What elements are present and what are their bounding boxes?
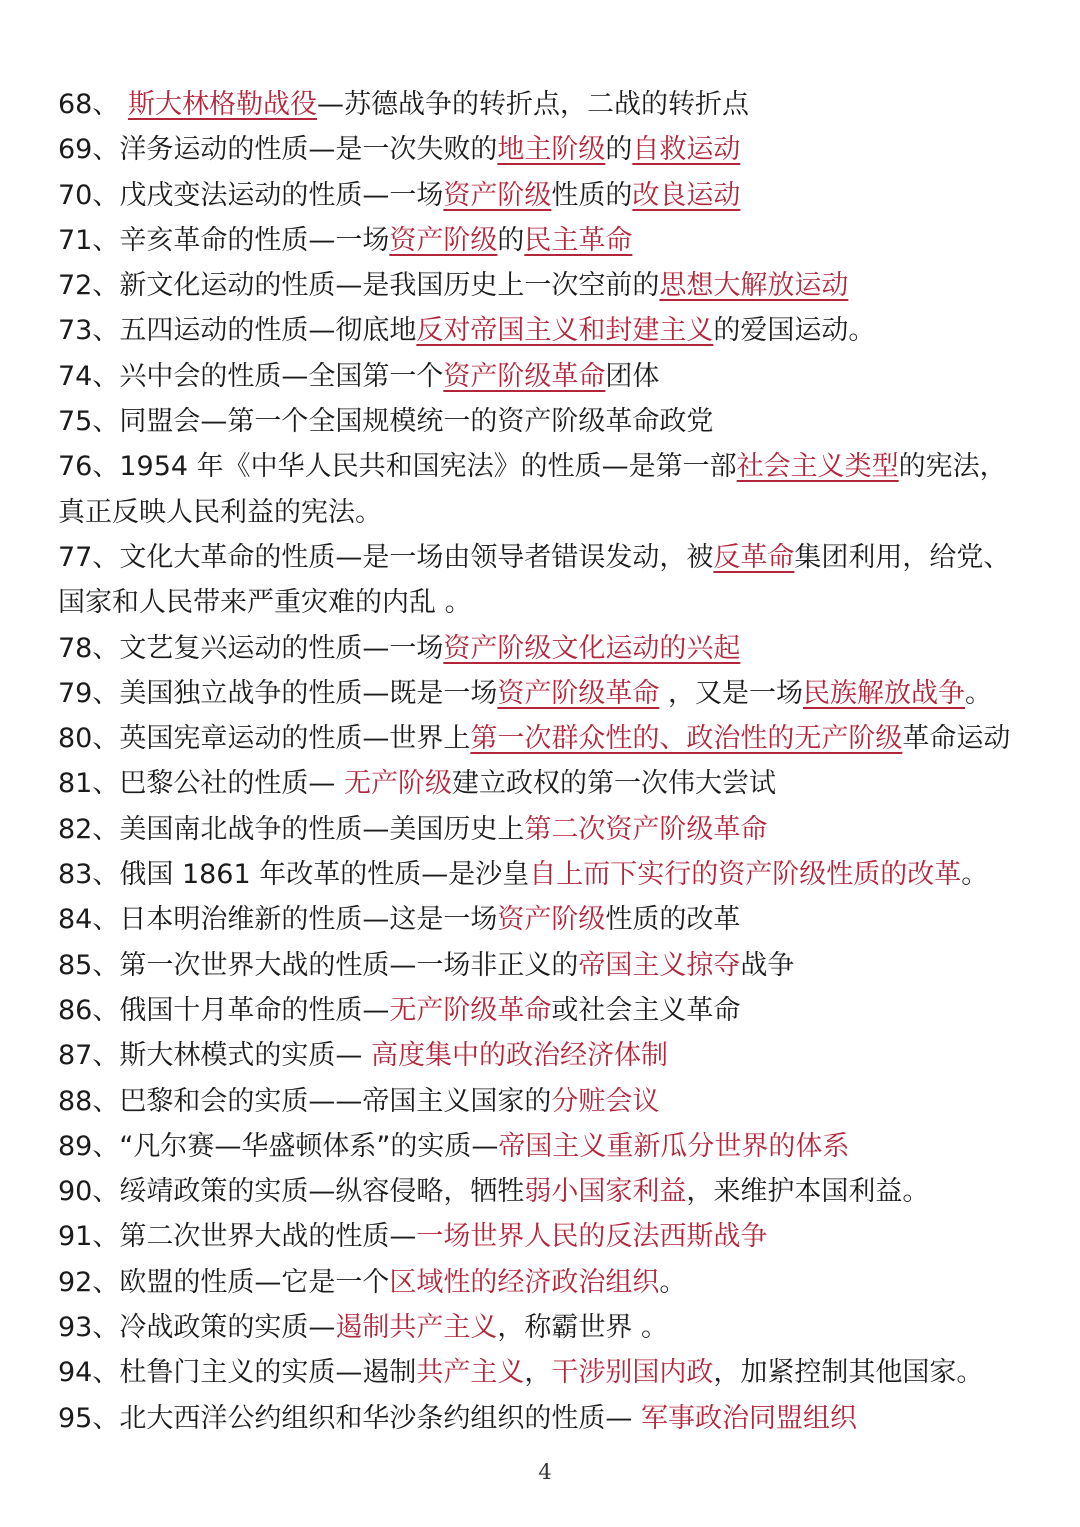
list-item [58, 626, 1010, 671]
item-text: 日本明治维新的性质—这是一场 [119, 904, 498, 936]
item-number: 84、 [58, 904, 120, 936]
item-text: 洋务运动的性质—是一次失败的 [119, 134, 498, 166]
list-item [58, 82, 1010, 127]
item-number: 73、 [58, 315, 120, 347]
item-text: 团体 [605, 360, 660, 392]
highlighted-term: 共产主义 [416, 1357, 525, 1389]
list-item [58, 444, 1010, 535]
item-text: 的爱国运动。 [713, 315, 876, 347]
highlighted-term: 资产阶级革命 [497, 677, 660, 709]
list-item [58, 399, 1010, 444]
item-text: 性质的 [551, 179, 633, 211]
highlighted-term: 斯大林格勒战役 [127, 89, 317, 120]
highlighted-term: 无产阶级 [343, 768, 452, 800]
highlighted-term: 高度集中的政治经济体制 [370, 1040, 668, 1072]
item-list [58, 82, 1010, 1441]
item-text: 。 [961, 859, 989, 891]
highlighted-term: 军事政治同盟组织 [640, 1402, 857, 1434]
item-number: 86、 [58, 994, 120, 1026]
list-item [58, 173, 1010, 218]
item-text: —苏德战争的转折点，二战的转折点 [316, 89, 749, 120]
item-number: 85、 [58, 949, 120, 981]
item-number: 72、 [58, 270, 120, 302]
item-number: 90、 [58, 1176, 120, 1208]
highlighted-term: 第二次资产阶级革命 [524, 813, 768, 845]
highlighted-term: 思想大解放运动 [659, 270, 849, 302]
list-item [58, 716, 1010, 761]
highlighted-term: 地主阶级 [497, 134, 606, 166]
page-number: 4 [538, 1460, 552, 1484]
list-item [58, 671, 1010, 716]
highlighted-term: 资产阶级 [443, 179, 552, 211]
highlighted-term: 社会主义类型 [736, 451, 899, 483]
list-item [58, 1033, 1010, 1078]
highlighted-term: 反革命 [713, 541, 795, 573]
highlighted-term: 资产阶级 [389, 224, 498, 256]
item-text: 戊戌变法运动的性质—一场 [119, 179, 444, 211]
list-item [58, 1396, 1010, 1441]
highlighted-term: 分赃会议 [551, 1085, 660, 1117]
item-number: 76、 [58, 451, 120, 483]
item-text: 。 [659, 1266, 687, 1298]
item-text: 巴黎和会的实质——帝国主义国家的 [119, 1085, 552, 1117]
item-text: 文艺复兴运动的性质—一场 [119, 632, 444, 664]
item-number: 74、 [58, 360, 120, 392]
item-number: 81、 [58, 768, 120, 800]
item-number: 94、 [58, 1357, 120, 1389]
item-number: 83、 [58, 859, 120, 891]
item-text: 美国南北战争的性质—美国历史上 [119, 813, 525, 845]
item-text: 的 [497, 224, 525, 256]
item-text: 俄国 1861 年改革的性质—是沙皇 [119, 859, 530, 891]
item-number: 79、 [58, 677, 120, 709]
item-number: 91、 [58, 1221, 120, 1253]
item-number: 71、 [58, 224, 120, 256]
item-text: 建立政权的第一次伟大尝试 [451, 768, 776, 800]
item-text: 绥靖政策的实质—纵容侵略，牺牲 [119, 1176, 525, 1208]
item-text: 同盟会—第一个全国规模统一的资产阶级革命政党 [119, 406, 714, 438]
list-item [58, 263, 1010, 308]
item-text: 性质的改革 [605, 904, 741, 936]
item-text: 五四运动的性质—彻底地 [119, 315, 417, 347]
item-text: 的 [605, 134, 633, 166]
item-text: 北大西洋公约组织和华沙条约组织的性质— [119, 1402, 641, 1434]
highlighted-term: 资产阶级革命 [443, 360, 606, 392]
list-item [58, 988, 1010, 1033]
item-text: 美国独立战争的性质—既是一场 [119, 677, 498, 709]
highlighted-term: 区域性的经济政治组织 [389, 1266, 660, 1298]
item-number: 88、 [58, 1085, 120, 1117]
item-number: 95、 [58, 1402, 120, 1434]
item-text: 斯大林模式的实质— [119, 1040, 371, 1072]
list-item [58, 897, 1010, 942]
highlighted-term: 自救运动 [632, 134, 741, 166]
item-number: 68、 [58, 89, 120, 120]
item-text: 文化大革命的性质—是一场由领导者错误发动，被 [119, 541, 714, 573]
item-text: 第一次世界大战的性质—一场非正义的 [119, 949, 579, 981]
item-text: “凡尔赛—华盛顿体系”的实质— [119, 1130, 499, 1162]
list-item [58, 1350, 1010, 1395]
highlighted-term: 第一次群众性的、政治性的无产阶级 [470, 723, 903, 755]
item-text: 的宪法， 真正反映人民利益的宪法。 [58, 451, 1007, 528]
item-text: 集团利用，给党、 国家和人民带来严重灾难的内乱 。 [58, 541, 1011, 619]
list-item [58, 761, 1010, 806]
item-text: 杜鲁门主义的实质—遏制 [119, 1357, 417, 1389]
item-text: ，又是一场 [659, 677, 803, 709]
list-item [58, 1260, 1010, 1305]
item-text: 。 [964, 677, 992, 709]
list-item [58, 535, 1010, 626]
item-number: 89、 [58, 1130, 120, 1162]
highlighted-term: 弱小国家利益 [524, 1176, 687, 1208]
item-text: 辛亥革命的性质—一场 [119, 224, 390, 256]
list-item [58, 1124, 1010, 1169]
highlighted-term: 反对帝国主义和封建主义 [416, 315, 714, 347]
list-item [58, 218, 1010, 263]
highlighted-term: 改良运动 [632, 179, 741, 211]
highlighted-term: 帝国主义掠夺 [578, 949, 741, 981]
item-text: 欧盟的性质—它是一个 [119, 1266, 390, 1298]
highlighted-term: 无产阶级革命 [389, 994, 552, 1026]
highlighted-term: 干涉别国内政 [551, 1357, 714, 1389]
item-text: 革命运动 [902, 723, 1011, 755]
item-text: 1954 年《中华人民共和国宪法》的性质—是第一部 [119, 451, 737, 483]
highlighted-term: 一场世界人民的反法西斯战争 [416, 1221, 768, 1253]
item-text: 第二次世界大战的性质— [119, 1221, 417, 1253]
item-text: 巴黎公社的性质— [119, 768, 344, 800]
highlighted-term: 自上而下实行的资产阶级性质的改革 [529, 859, 962, 891]
highlighted-term: 民主革命 [524, 224, 633, 256]
highlighted-term: 遏制共产主义 [335, 1312, 498, 1344]
list-item [58, 308, 1010, 353]
item-text: ， [524, 1357, 552, 1389]
list-item [58, 1305, 1010, 1350]
item-text: 或社会主义革命 [551, 994, 741, 1026]
item-number: 87、 [58, 1040, 120, 1072]
item-text: 俄国十月革命的性质— [119, 994, 390, 1026]
list-item [58, 127, 1010, 172]
list-item [58, 1214, 1010, 1259]
item-text: ，来维护本国利益。 [686, 1176, 930, 1208]
list-item [58, 1169, 1010, 1214]
item-text: ，加紧控制其他国家。 [713, 1357, 984, 1389]
item-number: 78、 [58, 632, 120, 664]
item-number: 77、 [58, 541, 120, 573]
item-number: 75、 [58, 406, 120, 438]
highlighted-term: 资产阶级 [497, 904, 606, 936]
highlighted-term: 民族解放战争 [802, 677, 965, 709]
highlighted-term: 帝国主义重新瓜分世界的体系 [498, 1130, 850, 1162]
item-number: 70、 [58, 179, 120, 211]
item-text: 新文化运动的性质—是我国历史上一次空前的 [119, 270, 660, 302]
item-text: 战争 [740, 949, 795, 981]
item-number: 93、 [58, 1312, 120, 1344]
list-item [58, 852, 1010, 897]
list-item [58, 354, 1010, 399]
item-number: 69、 [58, 134, 120, 166]
highlighted-term: 资产阶级文化运动的兴起 [443, 632, 741, 664]
item-number: 80、 [58, 723, 120, 755]
list-item [58, 807, 1010, 852]
item-text: 兴中会的性质—全国第一个 [119, 360, 444, 392]
list-item [58, 943, 1010, 988]
item-text: 冷战政策的实质— [119, 1312, 336, 1344]
item-text: ，称霸世界 。 [497, 1312, 668, 1344]
item-number: 82、 [58, 813, 120, 845]
item-number: 92、 [58, 1266, 120, 1298]
item-text [119, 89, 128, 120]
item-text: 英国宪章运动的性质—世界上 [119, 723, 471, 755]
list-item [58, 1079, 1010, 1124]
